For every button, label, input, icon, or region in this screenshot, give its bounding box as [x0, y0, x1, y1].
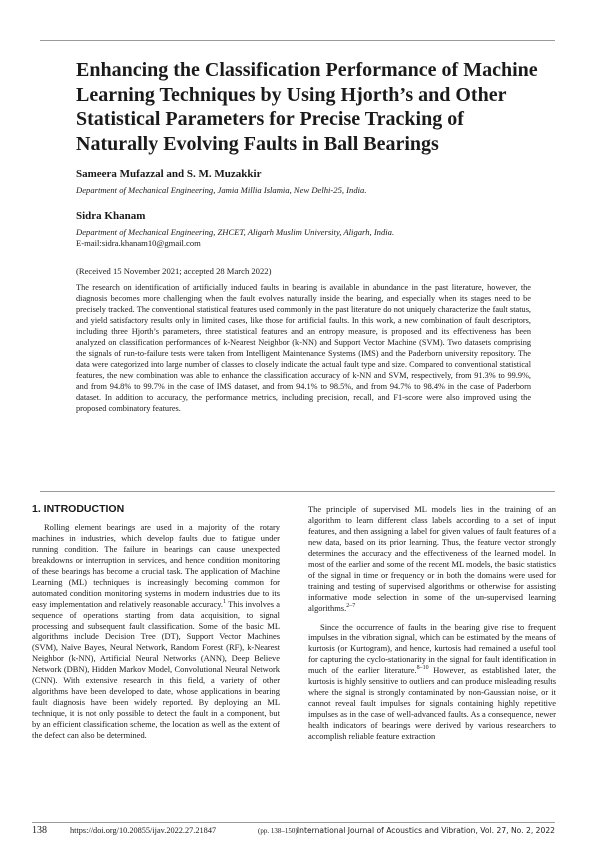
body-paragraph [308, 622, 556, 742]
affiliation-2: Department of Mechanical Engineering, ZHCET, Aligarh Muslim University, Aligarh, India. [76, 227, 395, 237]
text-run: Since the occurrence of faults in the bearing give rise to frequent impulses in the vibration signal, which can be estimated by the means of kurtosis (or Kurtogram), and hence, kurtosis had remained a useful tool for capturing the cyclo-stationarity in the signal for fault identification in much of the earlier literature. [308, 621, 556, 676]
citation: 2–7 [346, 602, 356, 609]
affiliation-1: Department of Mechanical Engineering, Jamia Millia Islamia, New Delhi-25, India. [76, 185, 367, 195]
abstract-divider [40, 491, 555, 492]
author-names: Sameera Mufazzal and S. M. Muzakkir [76, 168, 262, 180]
text-run: However, as established later, the kurtosis is highly sensitive to outliers and can produce misleading results where the signal is strongly contaminated by non-Gaussian noise, or it cannot reveal fault impulses for signals containing highly repetitive impulses as in the case of well-advanced faults. As a consequence, newer health indicators of bearings were derived by various researchers to accomplish reliable feature extraction [308, 665, 557, 742]
author-email: E-mail:sidra.khanam10@gmail.com [76, 238, 201, 248]
body-paragraph [308, 504, 556, 614]
citation: 1 [222, 598, 226, 605]
journal-name: International Journal of Acoustics and Vibration, Vol. 27, No. 2, 2022 [296, 826, 555, 835]
footer-rule [32, 822, 555, 823]
page-range: (pp. 138–150) [258, 827, 298, 835]
author-name-2: Sidra Khanam [76, 210, 146, 222]
left-column [32, 504, 280, 741]
right-column [308, 504, 556, 742]
abstract: The research on identification of artificially induced faults in bearing is available in abundance in the past literature, however, the diagnosis becomes more challenging when the fault evolves naturally inside the bearing, and especially when its stages need to be precisely tracked. The conventional statistical features used commonly in the past literature do not uniquely characterize the fault status, and yield satisfactory results only in limited cases, like those for artificial faults. In this work, a new combination of fault descriptors, including three Hjorth’s parameters, three statistical features and an entropy measure, is proposed and its effectiveness has been analyzed on classification performances of k-Nearest Neighbor (k-NN) and Support Vector Machine (SVM). Two datasets comprising the signals of run-to-failure tests were taken from Intelligent Maintenance Systems (IMS) and the Paderborn university repository. The data were categorized into large number of classes to closely indicate the actual fault type and size. Compared to conventional statistical features, the new combination was able to enhance the classification accuracy of k-NN and SVM, respectively, from 91.3% to 99.9%, and from 94.8% to 99.7% in the case of IMS dataset, and from 94.1% to 98.5%, and from 94.7% to 98.4% in the case of Paderborn dataset. In addition to accuracy, the performance metrics, including precision, recall, and F1-score were also improved using the proposed combinatory features. [76, 283, 531, 413]
paper-title: Enhancing the Classification Performance of Machine Learning Techniques by Using Hjorth’s and Other Statistical Parameters for Precise Tracking of Naturally Evolving Faults in Ball Bearings [76, 59, 538, 155]
citation: 8–10 [416, 665, 429, 672]
text-run: Rolling element bearings are used in a majority of the rotary machines in industries, which develop faults due to fatigue under running condition. The failure in bearings can cause unexpected breakdowns or interruption in services, and hence condition monitoring of these bearings has become a crucial task. The application of Machine Learning (ML) techniques is increasingly becoming common for automated condition monitoring systems in modern industries due to its easy implementation and relatively reasonable accuracy. [32, 521, 280, 609]
article-header [76, 58, 546, 414]
page-number: 138 [32, 825, 47, 836]
text-run: The principle of supervised ML models lies in the training of an algorithm to learn different class labels according to a set of input features, and then assigning a label for given values of fault features of a new data, based on its prior learning. Thus, the feature vector strongly determines the accuracy and the effectiveness of the learned model. In most of the earlier and some of the recent ML models, the basic statistics of the signal in time or frequency or in both the domains were used for training and testing of supervised algorithms or otherwise for assisting informative mode selection in some of the un-supervised learning algorithms. [308, 504, 556, 613]
body-paragraph [32, 522, 280, 741]
doi-link[interactable]: https://doi.org/10.20855/ijav.2022.27.21847 [70, 826, 217, 835]
received-dates: (Received 15 November 2021; accepted 28 March 2022) [76, 266, 272, 276]
text-run: This involves a sequence of operations starting from data acquisition, to signal processing and subsequent fault classification. Some of the basic ML algorithms include Decision Tree (DT), Support Vector Machines (SVM), Naïve Bayes, Neural Network, Random Forest (RF), k-Nearest Neighbor (k-NN), Artificial Neural Networks (ANN), Deep Believe Network (DBN), Hidden Markov Model, Convolutional Neural Network (CNN). With extensive research in this field, a variety of other algorithms have been developed to date, whose applications in bearing fault diagnosis have been widely reported. By deploying an ML technique, it is not only possible to detect the fault in a component, but by an efficient classification scheme, the location as well as the extent of the defect can also be determined. [32, 598, 280, 741]
section-heading: 1. INTRODUCTION [32, 503, 125, 515]
top-rule [40, 40, 555, 41]
